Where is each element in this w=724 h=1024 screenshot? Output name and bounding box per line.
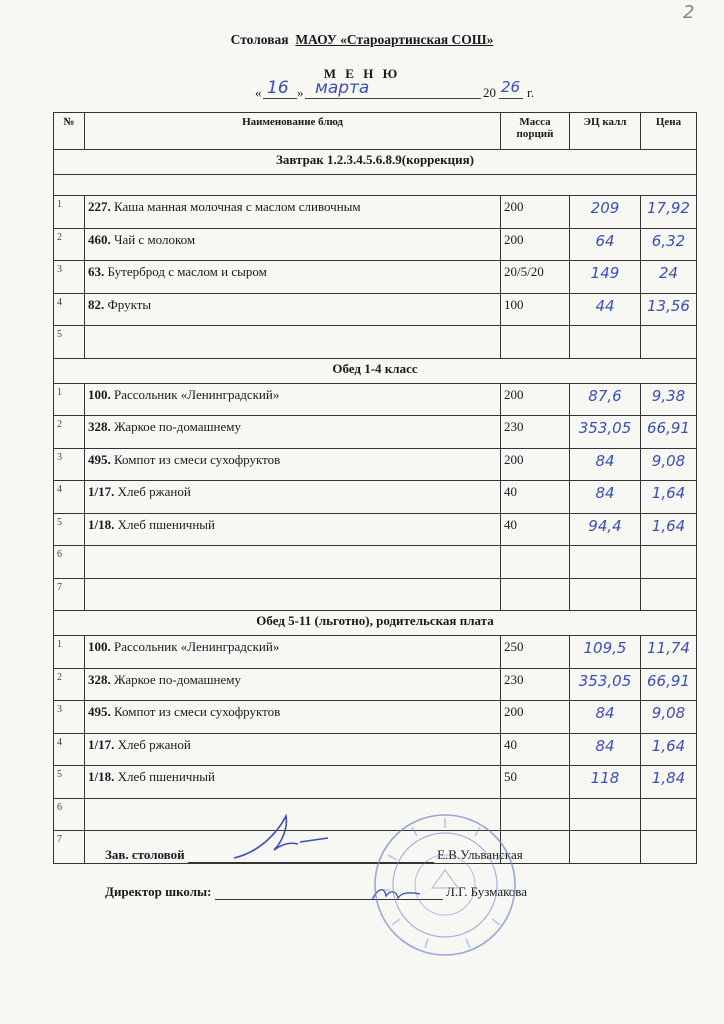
row-number: 2 [54,228,85,261]
table-row [54,416,697,449]
dish-name: Чай с молоком [114,231,196,247]
price: 9,08 [641,701,697,734]
price: 6,32 [641,228,697,261]
table-row [54,733,697,766]
price [641,798,697,831]
organization-title [0,32,724,48]
spacer-cell [54,175,697,196]
date-line [255,80,555,102]
price [641,831,697,864]
table-row [54,636,697,669]
dish-name-cell [85,636,501,669]
dish-name-cell [85,228,501,261]
portion-mass: 250 [501,636,570,669]
handwritten-signature-icon [230,812,340,862]
price: 9,38 [641,383,697,416]
dish-code: 82. [88,296,105,312]
table-header-row [54,113,697,150]
price: 17,92 [641,196,697,229]
dish-code: 227. [88,199,111,214]
table-row [54,448,697,481]
dish-code: 1/17. [88,484,115,499]
price: 1,64 [641,513,697,546]
portion-mass [501,578,570,611]
portion-mass: 100 [501,293,570,326]
page-number: 2 [683,2,695,23]
row-number: 6 [54,798,85,831]
portion-mass: 40 [501,481,570,514]
dish-name-cell [85,261,501,294]
price [641,546,697,579]
dish-name: Каша манная молочная с маслом сливочным [114,199,361,214]
table-row [54,513,697,546]
canteen-role: Зав. столовой [105,847,185,862]
dish-code: 328. [88,671,111,687]
row-number: 3 [54,701,85,734]
dish-code: 1/17. [88,736,115,752]
table-row [54,481,697,514]
row-number: 4 [54,481,85,514]
energy-kcal: 84 [570,733,641,766]
energy-kcal [570,798,641,831]
section-row [54,150,697,175]
row-number: 5 [54,326,85,359]
energy-kcal: 64 [570,228,641,261]
section-row [54,611,697,636]
portion-mass: 230 [501,416,570,449]
table-row [54,261,697,294]
dish-name: Бутерброд с маслом и сыром [107,264,267,279]
row-number: 7 [54,578,85,611]
price: 1,64 [641,481,697,514]
row-number: 3 [54,261,85,294]
header-price: Цена [641,113,697,150]
table-row [54,196,697,229]
dish-name-cell [85,416,501,449]
table-row [54,228,697,261]
dish-name-cell [85,293,501,326]
date-year-suffix: 26 [501,78,521,96]
menu-title: М Е Н Ю [323,66,401,81]
dish-name-cell [85,733,501,766]
portion-mass [501,326,570,359]
energy-kcal: 118 [570,766,641,799]
portion-mass: 200 [501,196,570,229]
menu-table [53,112,697,864]
dish-code: 328. [88,419,111,434]
date-close-quote: » [297,85,304,100]
energy-kcal: 44 [570,293,641,326]
date-day: 16 [267,78,289,98]
dish-name: Рассольник «Ленинградский» [114,639,280,654]
row-number: 6 [54,546,85,579]
portion-mass: 200 [501,701,570,734]
energy-kcal: 84 [570,481,641,514]
table-row [54,293,697,326]
row-number: 4 [54,733,85,766]
dish-code: 100. [88,639,111,654]
price: 9,08 [641,448,697,481]
header-kcal: ЭЦ калл [570,113,641,150]
dish-code: 495. [88,704,111,719]
dish-name-cell [85,448,501,481]
dish-name-cell [85,326,501,359]
dish-name: Компот из смеси сухофруктов [114,451,281,467]
dish-code: 1/18. [88,769,115,784]
energy-kcal: 353,05 [570,668,641,701]
row-number: 5 [54,513,85,546]
portion-mass: 40 [501,513,570,546]
energy-kcal: 109,5 [570,636,641,669]
dish-code: 1/18. [88,516,115,532]
portion-mass: 230 [501,668,570,701]
dish-code: 100. [88,386,111,402]
portion-mass: 40 [501,733,570,766]
header-name: Наименование блюд [85,113,501,150]
energy-kcal [570,578,641,611]
date-open-quote: « [255,85,262,100]
spacer-row [54,175,697,196]
energy-kcal [570,326,641,359]
row-number: 1 [54,636,85,669]
dish-name-cell [85,383,501,416]
director-person: Л.Г. Бузмакова [446,884,528,899]
energy-kcal [570,546,641,579]
energy-kcal [570,831,641,864]
row-number: 1 [54,383,85,416]
portion-mass [501,546,570,579]
dish-name-cell [85,481,501,514]
dish-name: Жаркое по-домашнему [114,419,241,434]
energy-kcal: 149 [570,261,641,294]
energy-kcal: 84 [570,448,641,481]
energy-kcal: 209 [570,196,641,229]
section-row [54,358,697,383]
dish-name: Жаркое по-домашнему [114,671,241,687]
dish-name-cell [85,668,501,701]
row-number: 4 [54,293,85,326]
director-role: Директор школы: [105,884,212,899]
canteen-person: Е.В.Ульванская [437,847,523,862]
org-prefix: Столовая [230,32,289,47]
dish-name-cell [85,546,501,579]
table-row [54,766,697,799]
date-year-prefix: 20 [483,85,496,100]
date-year-end: г. [527,85,535,100]
price: 13,56 [641,293,697,326]
price [641,326,697,359]
portion-mass: 200 [501,448,570,481]
row-number: 5 [54,766,85,799]
dish-code: 460. [88,231,111,247]
portion-mass: 50 [501,766,570,799]
dish-name: Рассольник «Ленинградский» [114,386,280,402]
row-number: 2 [54,668,85,701]
energy-kcal: 94,4 [570,513,641,546]
round-seal-icon [370,810,520,960]
section-title: Завтрак 1.2.3.4.5.6.8.9(коррекция) [54,150,697,175]
portion-mass: 200 [501,228,570,261]
price: 11,74 [641,636,697,669]
row-number: 7 [54,831,85,864]
table-row [54,546,697,579]
dish-name: Компот из смеси сухофруктов [114,704,281,719]
dish-name: Фрукты [107,296,152,312]
dish-name-cell [85,513,501,546]
table-row [54,701,697,734]
dish-name: Хлеб ржаной [117,484,191,499]
price [641,578,697,611]
table-row [54,326,697,359]
row-number: 2 [54,416,85,449]
dish-name: Хлеб пшеничный [117,516,215,532]
price: 1,84 [641,766,697,799]
portion-mass: 20/5/20 [501,261,570,294]
section-title: Обед 5-11 (льготно), родительская плата [54,611,697,636]
org-name: МАОУ «Староартинская СОШ» [295,32,494,47]
portion-mass: 200 [501,383,570,416]
table-row [54,383,697,416]
price: 66,91 [641,416,697,449]
price: 24 [641,261,697,294]
dish-name-cell [85,766,501,799]
header-mass: Масса порций [501,113,570,150]
row-number: 1 [54,196,85,229]
dish-name-cell [85,701,501,734]
energy-kcal: 84 [570,701,641,734]
price: 66,91 [641,668,697,701]
date-month: марта [315,78,370,98]
dish-code: 495. [88,451,111,467]
dish-code: 63. [88,264,105,279]
table-row [54,668,697,701]
energy-kcal: 87,6 [570,383,641,416]
dish-name-cell [85,578,501,611]
energy-kcal: 353,05 [570,416,641,449]
dish-name-cell [85,196,501,229]
table-row [54,578,697,611]
dish-name: Хлеб ржаной [117,736,191,752]
header-num: № [54,113,85,150]
section-title: Обед 1-4 класс [54,358,697,383]
price: 1,64 [641,733,697,766]
dish-name: Хлеб пшеничный [117,769,215,784]
row-number: 3 [54,448,85,481]
